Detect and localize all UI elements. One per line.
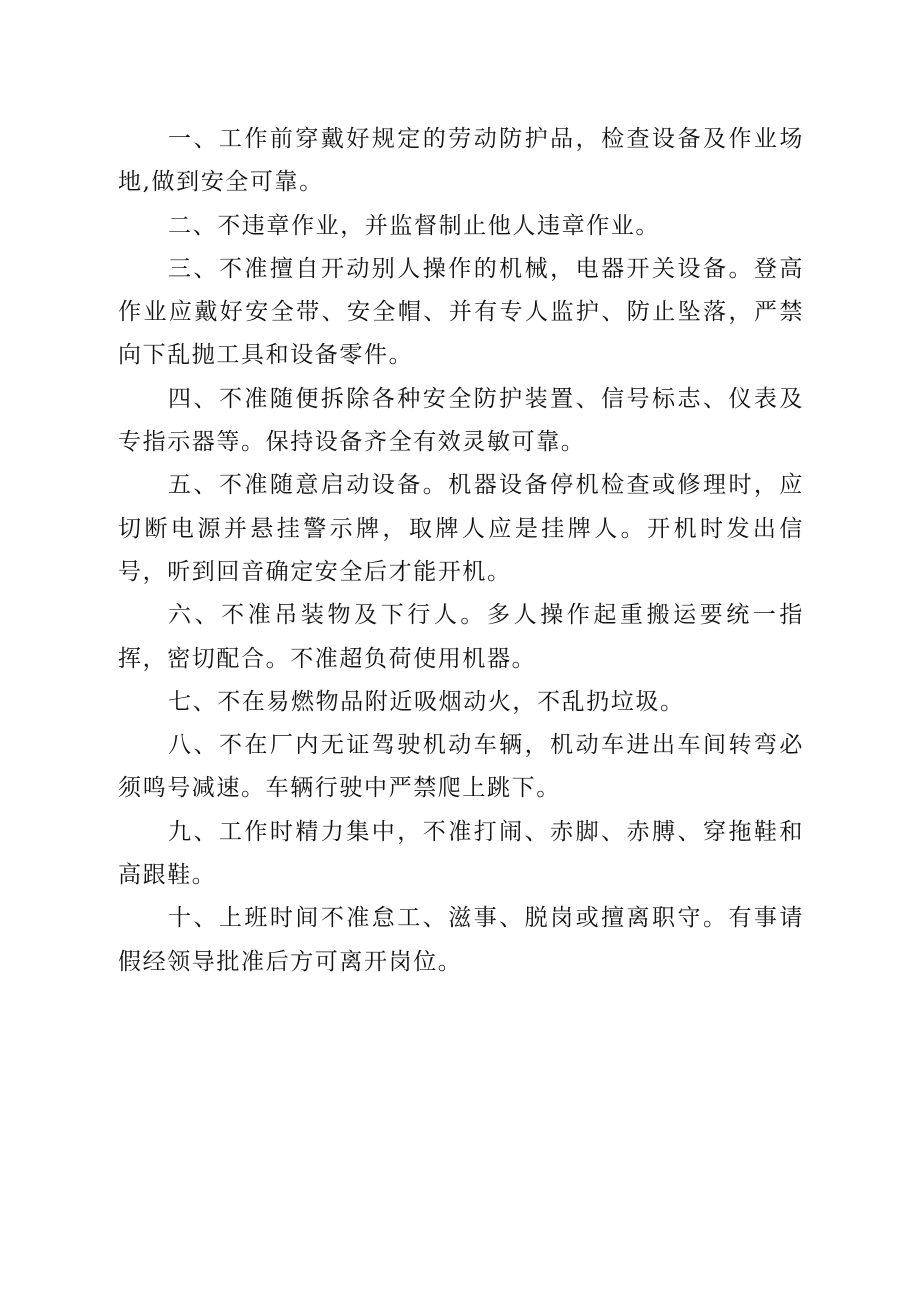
rule-paragraph-4: 四、不准随便拆除各种安全防护装置、信号标志、仪表及专指示器等。保持设备齐全有效灵敏可靠。: [118, 385, 804, 456]
rules-body: [118, 118, 804, 984]
rule-paragraph-7: 七、不在易燃物品附近吸烟动火，不乱扔垃圾。: [168, 688, 685, 715]
rule-paragraph-6: 六、不准吊装物及下行人。多人操作起重搬运要统一指挥，密切配合。不准超负荷使用机器。: [118, 602, 804, 672]
rule-paragraph-5: 五、不准随意启动设备。机器设备停机检查或修理时，应切断电源并悬挂警示牌，取牌人应是挂牌人。开机时发出信号，听到回音确定安全后才能开机。: [118, 472, 804, 585]
rule-paragraph-9: 九、工作时精力集中，不准打闹、赤脚、赤膊、穿拖鞋和高跟鞋。: [118, 818, 804, 889]
rule-paragraph-8: 八、不在厂内无证驾驶机动车辆，机动车进出车间转弯必须鸣号减速。车辆行驶中严禁爬上跳下。: [118, 732, 804, 802]
rule-paragraph-2: 二、不违章作业，并监督制止他人违章作业。: [168, 212, 660, 239]
rule-paragraph-3: 三、不准擅自开动别人操作的机械，电器开关设备。登高作业应戴好安全带、安全帽、并有专人监护、防止坠落，严禁向下乱抛工具和设备零件。: [118, 255, 804, 369]
rule-paragraph-1: 一、工作前穿戴好规定的劳动防护品，检查设备及作业场地,做到安全可靠。: [118, 126, 804, 196]
rule-paragraph-10: 十、上班时间不准怠工、滋事、脱岗或擅离职守。有事请假经领导批准后方可离开岗位。: [118, 905, 804, 975]
